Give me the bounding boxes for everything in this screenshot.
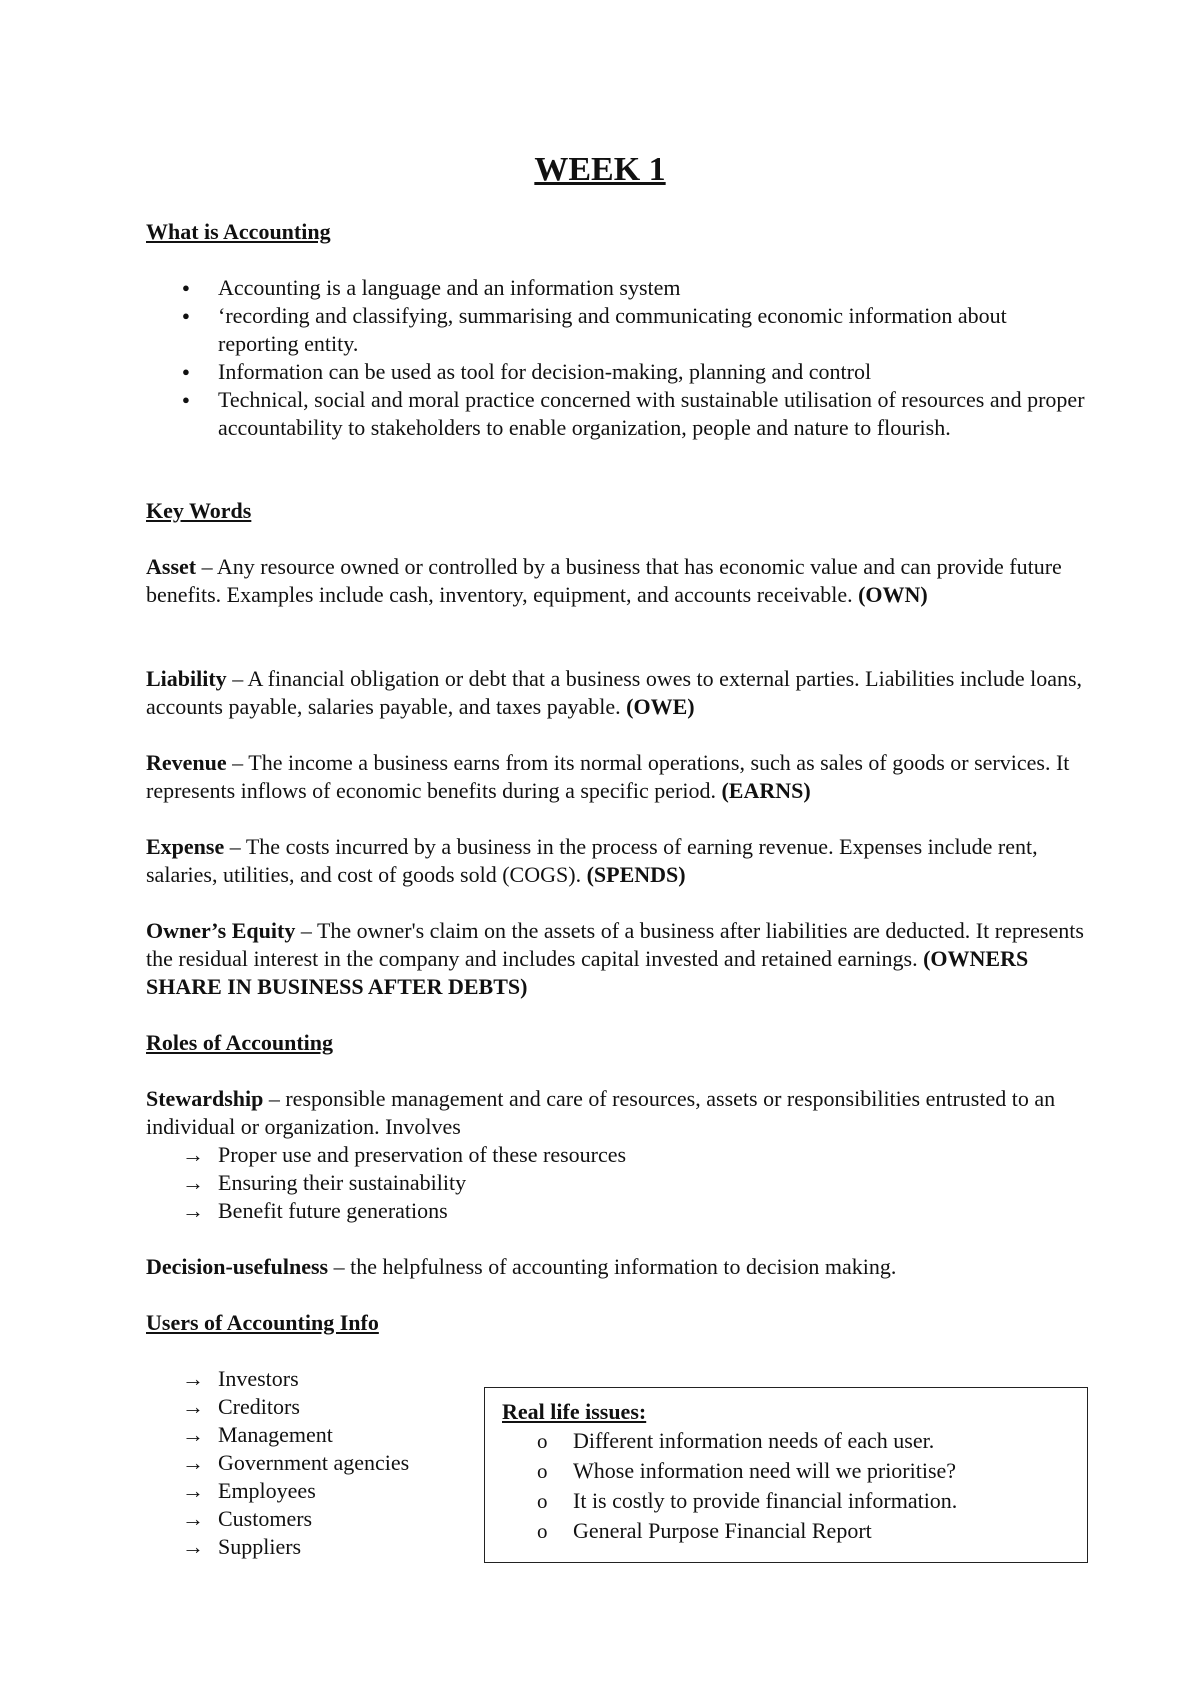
list-item: → Government agencies [146, 1449, 476, 1477]
tag: (OWN) [858, 582, 928, 607]
list-item: → Management [146, 1421, 476, 1449]
definition-text: The income a business earns from its normal operations, such as sales of goods or services. It represents inflows of economic benefits during a specific period. [146, 750, 1070, 803]
list-item: o General Purpose Financial Report [485, 1516, 1075, 1546]
list-item: ● Information can be used as tool for decision-making, planning and control [146, 358, 1086, 386]
definition-text: – the helpfulness of accounting information to decision making. [328, 1254, 897, 1279]
box-title: Real life issues: [502, 1399, 647, 1424]
roles-heading [146, 1029, 1086, 1057]
tag: (SPENDS) [586, 862, 686, 887]
definition-text: The costs incurred by a business in the process of earning revenue. Expenses include rent, salaries, utilities, and cost of goods sold (COGS). [146, 834, 1038, 887]
term: Revenue [146, 750, 227, 775]
list-item: o Different information needs of each user. [485, 1426, 1075, 1456]
definition-stewardship [146, 1085, 1086, 1141]
tag: (EARNS) [721, 778, 811, 803]
page-title: WEEK 1 [534, 151, 666, 188]
list-item: → Suppliers [146, 1533, 476, 1561]
definition-liability [146, 665, 1086, 721]
definition-text: The owner's claim on the assets of a business after liabilities are deducted. It represents the residual interest in the company and includes capital invested and retained earnings. [146, 918, 1084, 971]
what-is-accounting-heading [146, 218, 1086, 246]
section-heading: Users of Accounting Info [146, 1310, 379, 1335]
key-words-heading [146, 497, 1086, 525]
term: Liability [146, 666, 227, 691]
definition-revenue [146, 749, 1086, 805]
tag: (OWE) [626, 694, 695, 719]
definition-owners-equity [146, 917, 1086, 1001]
list-item: → Benefit future generations [146, 1197, 1086, 1225]
definition-asset [146, 553, 1086, 609]
term: Stewardship [146, 1086, 264, 1111]
list-item: → Ensuring their sustainability [146, 1169, 1086, 1197]
users-heading [146, 1309, 1086, 1337]
definition-expense [146, 833, 1086, 889]
definition-text: A financial obligation or debt that a business owes to external parties. Liabilities include loans, accounts payable, salaries payable, and taxes payable. [146, 666, 1083, 719]
tag: (OWNERS SHARE IN BUSINESS AFTER DEBTS) [146, 946, 1029, 999]
dash: – [226, 666, 248, 691]
list-item: → Proper use and preservation of these resources [146, 1141, 1086, 1169]
real-life-issues-box [484, 1387, 1088, 1563]
list-item: ● Accounting is a language and an information system [146, 274, 1086, 302]
section-heading: Key Words [146, 498, 252, 523]
term: Owner’s Equity [146, 918, 296, 943]
users-list [146, 1365, 476, 1561]
what-is-accounting-list [146, 274, 1086, 442]
list-item: → Employees [146, 1477, 476, 1505]
section-heading: What is Accounting [146, 219, 331, 244]
list-item: → Customers [146, 1505, 476, 1533]
dash: – [295, 918, 317, 943]
definition-decision-usefulness [146, 1253, 1086, 1281]
dash: – [224, 834, 246, 859]
section-heading: Roles of Accounting [146, 1030, 333, 1055]
list-item: ● Technical, social and moral practice concerned with sustainable utilisation of resources and proper accountability to stakeholders to enable organization, people and nature to flourish. [146, 386, 1086, 442]
dash: – [196, 554, 217, 579]
list-item: → Creditors [146, 1393, 476, 1421]
list-item: ● ‘recording and classifying, summarising and communicating economic information about reporting entity. [146, 302, 1086, 358]
definition-text: – responsible management and care of resources, assets or responsibilities entrusted to an individual or organization. Involves [146, 1086, 1056, 1139]
term: Decision-usefulness [146, 1254, 329, 1279]
definition-text: Any resource owned or controlled by a business that has economic value and can provide future benefits. Examples include cash, inventory, equipment, and accounts receivable. [146, 554, 1062, 607]
term: Asset [146, 554, 197, 579]
list-item: o It is costly to provide financial information. [485, 1486, 1075, 1516]
list-item: o Whose information need will we prioritise? [485, 1456, 1075, 1486]
stewardship-points [146, 1141, 1086, 1225]
term: Expense [146, 834, 225, 859]
list-item: → Investors [146, 1365, 476, 1393]
dash: – [226, 750, 249, 775]
issues-list [485, 1426, 1075, 1546]
